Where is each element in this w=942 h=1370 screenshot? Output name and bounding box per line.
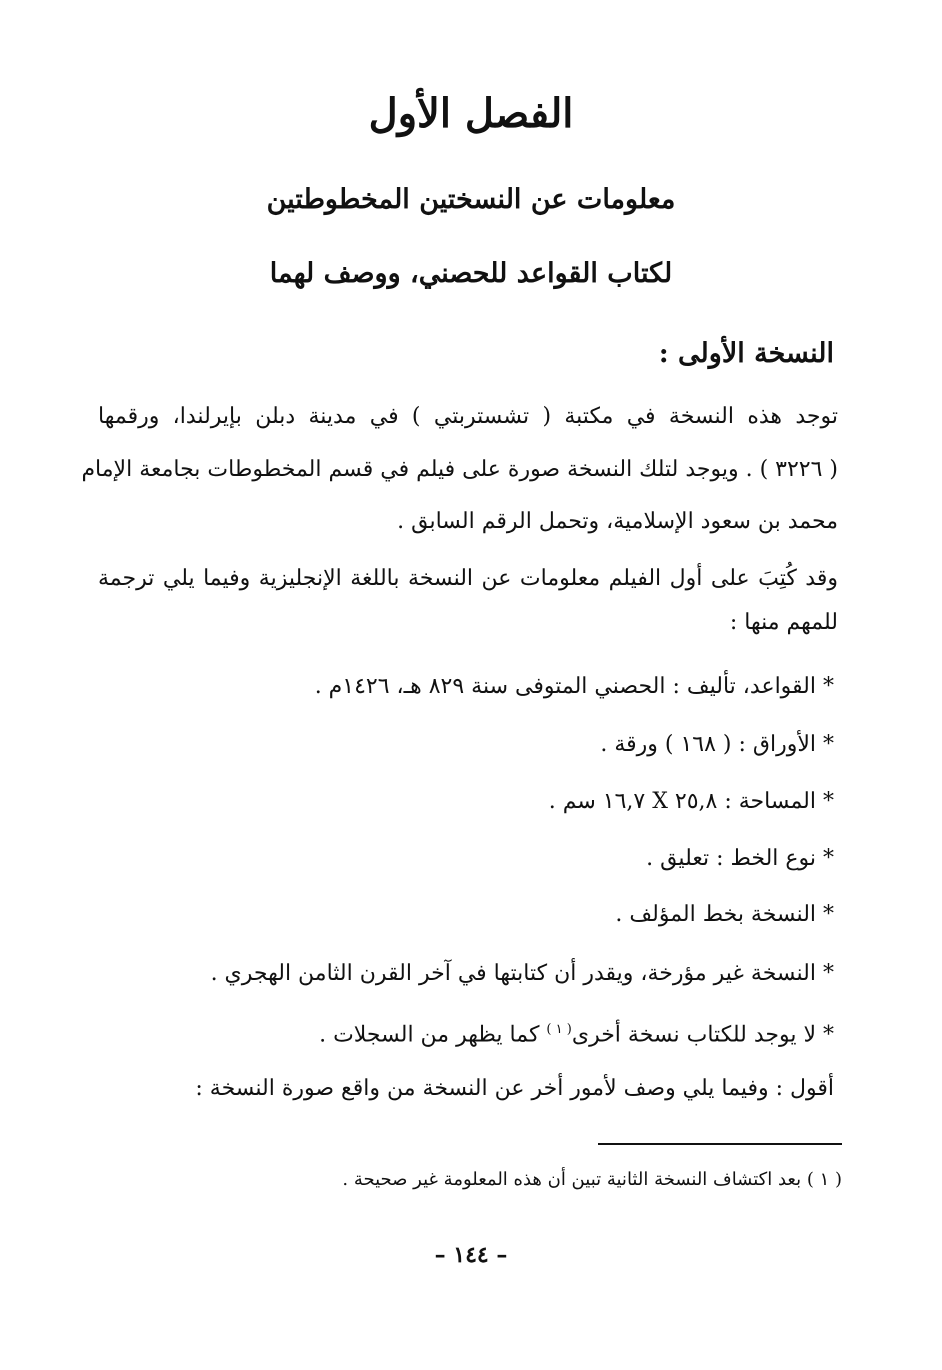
list-item-text: * لا يوجد للكتاب نسخة أخرى: [571, 1022, 834, 1048]
paragraph-line: توجد هذه النسخة في مكتبة ( تشستربتي ) في مدينة دبلن بإيرلندا، ورقمها: [98, 404, 838, 429]
list-item: * الأوراق : ( ١٦٨ ) ورقة .: [600, 732, 834, 757]
page-number: – ١٤٤ –: [434, 1242, 508, 1268]
list-item: * نوع الخط : تعليق .: [646, 846, 834, 871]
list-item: * القواعد، تأليف : الحصني المتوفى سنة ٨٢٩ هـ، ١٤٢٦م .: [314, 674, 834, 699]
closing-line: أقول : وفيما يلي وصف لأمور أخر عن النسخة من واقع صورة النسخة :: [195, 1076, 834, 1101]
paragraph-line: محمد بن سعود الإسلامية، وتحمل الرقم السابق .: [397, 509, 838, 534]
paragraph-line: للمهم منها :: [729, 610, 838, 635]
footnote-marker[interactable]: ( ١ ): [546, 1022, 572, 1037]
paragraph-line: وقد كُتِبَ على أول الفيلم معلومات عن النسخة باللغة الإنجليزية وفيما يلي ترجمة: [98, 566, 838, 591]
list-item: * النسخة بخط المؤلف .: [615, 902, 834, 927]
subtitle-line-2: لكتاب القواعد للحصني، ووصف لهما: [269, 258, 673, 289]
list-item: * النسخة غير مؤرخة، ويقدر أن كتابتها في آخر القرن الثامن الهجري .: [210, 961, 834, 986]
footnote: ( ١ ) بعد اكتشاف النسخة الثانية تبين أن هذه المعلومة غير صحيحة .: [342, 1169, 842, 1190]
footnote-divider: [598, 1143, 842, 1145]
subtitle-line-1: معلومات عن النسختين المخطوطتين: [266, 184, 676, 215]
section-heading: النسخة الأولى :: [658, 338, 834, 369]
list-item: * المساحة : ٢٥,٨ X ١٦,٧ سم .: [548, 789, 834, 814]
list-item: [319, 1013, 834, 1052]
chapter-title: الفصل الأول: [368, 90, 574, 137]
list-item-text: كما يظهر من السجلات .: [319, 1022, 547, 1048]
paragraph-line: ( ٣٢٢٦ ) . ويوجد لتلك النسخة صورة على فيلم في قسم المخطوطات بجامعة الإمام: [81, 457, 838, 482]
